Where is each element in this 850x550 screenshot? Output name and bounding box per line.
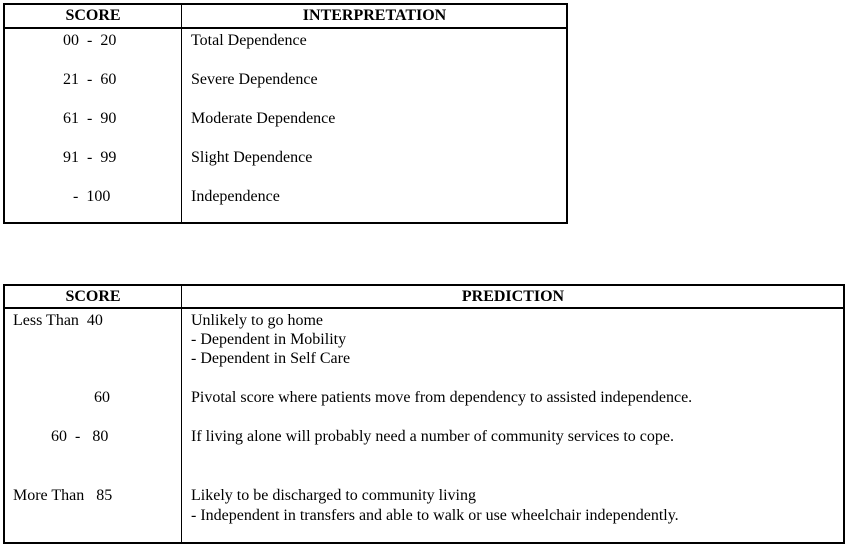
prediction-line: - Independent in transfers and able to walk or use wheelchair independently. — [191, 507, 679, 524]
interpretation-text: Severe Dependence — [191, 71, 318, 88]
score-range: 61 - 90 — [63, 110, 117, 127]
prediction-line: Unlikely to go home — [191, 312, 323, 329]
score-range: 21 - 60 — [63, 71, 117, 88]
interpretation-text: Independence — [191, 188, 280, 205]
score-column-header: SCORE — [65, 7, 121, 24]
score-range: 60 - 80 — [51, 428, 109, 445]
interpretation-text: Slight Dependence — [191, 149, 313, 166]
interpretation-table — [3, 3, 568, 224]
prediction-line: Likely to be discharged to community living — [191, 487, 476, 504]
prediction-line: If living alone will probably need a number of community services to cope. — [191, 428, 674, 445]
score-range: 91 - 99 — [63, 149, 117, 166]
table-header — [5, 286, 843, 309]
score-range: - 100 — [73, 188, 111, 205]
table-header — [5, 5, 566, 29]
score-range: 60 — [94, 389, 110, 406]
prediction-column-header: PREDICTION — [461, 288, 565, 305]
score-column-header: SCORE — [65, 288, 121, 305]
prediction-table — [3, 284, 845, 544]
score-range: More Than 85 — [13, 487, 113, 504]
prediction-line: - Dependent in Self Care — [191, 350, 351, 367]
column-divider — [181, 286, 182, 542]
score-range: Less Than 40 — [13, 312, 103, 329]
interpretation-column-header: INTERPRETATION — [302, 7, 447, 24]
interpretation-text: Moderate Dependence — [191, 110, 336, 127]
column-divider — [181, 5, 182, 222]
interpretation-text: Total Dependence — [191, 32, 307, 49]
score-range: 00 - 20 — [63, 32, 117, 49]
prediction-line: - Dependent in Mobility — [191, 331, 347, 348]
prediction-line: Pivotal score where patients move from dependency to assisted independence. — [191, 389, 693, 406]
